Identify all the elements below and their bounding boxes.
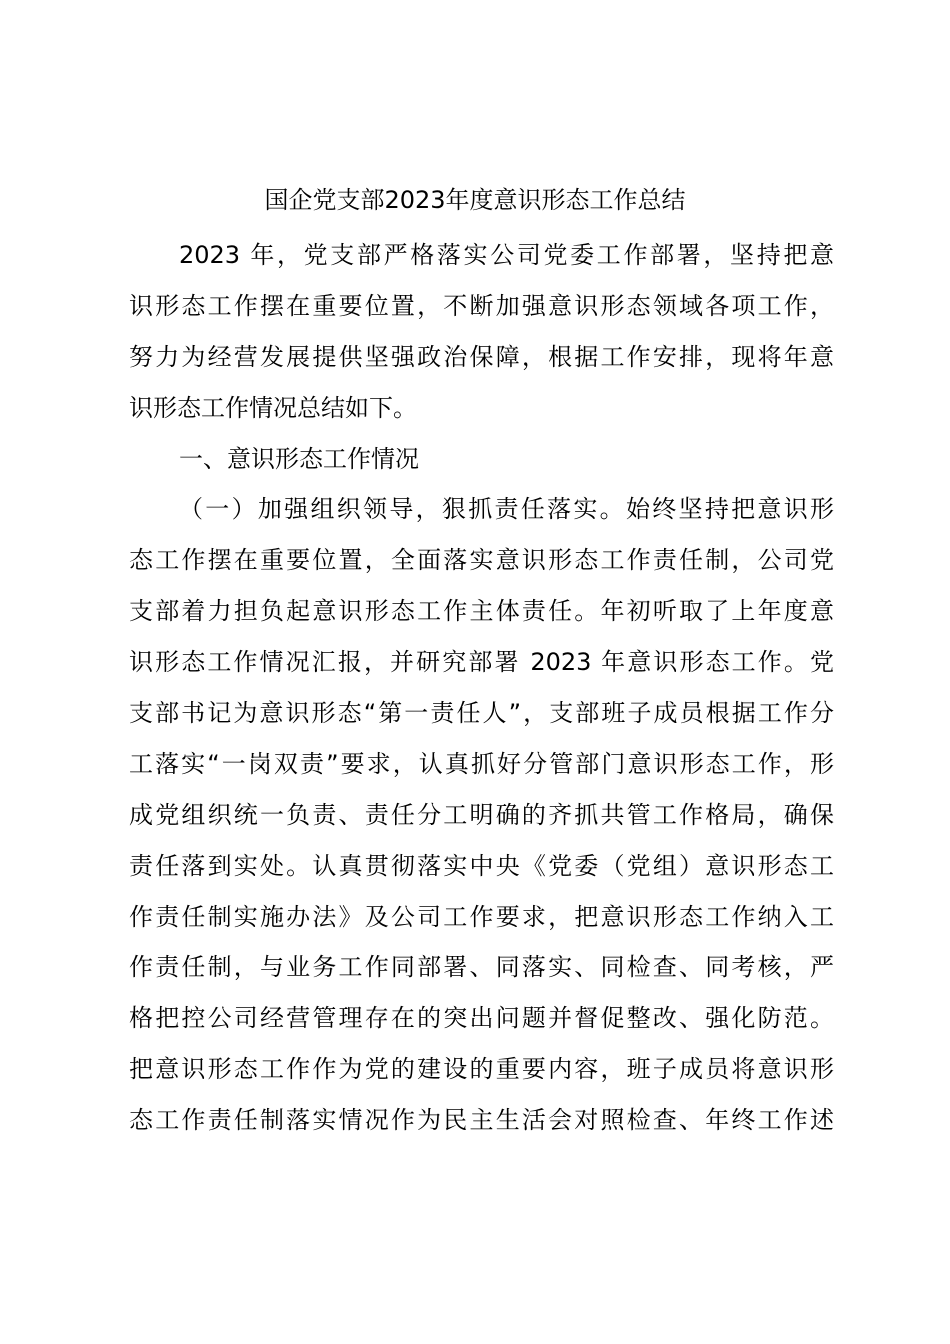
paragraph-line: 作责任制实施办法》及公司工作要求，把意识形态工作纳入工: [129, 902, 834, 931]
paragraph-line: 态工作摆在重要位置，全面落实意识形态工作责任制，公司党: [129, 546, 834, 575]
document-body: [129, 230, 834, 1146]
paragraph-line: 一、意识形态工作情况: [179, 444, 419, 473]
paragraph-line: 工落实“一岗双责”要求，认真抓好分管部门意识形态工作，形: [129, 749, 834, 778]
paragraph-line: 识形态工作情况总结如下。: [129, 393, 417, 422]
paragraph-line: 态工作责任制落实情况作为民主生活会对照检查、年终工作述: [129, 1106, 834, 1135]
document-title: 国企党支部2023年度意识形态工作总结: [264, 186, 686, 214]
paragraph-line: 2023 年，党支部严格落实公司党委工作部署，坚持把意: [179, 241, 834, 269]
paragraph-line: 成党组织统一负责、责任分工明确的齐抓共管工作格局，确保: [129, 800, 834, 829]
paragraph-line: 识形态工作情况汇报，并研究部署 2023 年意识形态工作。党: [129, 648, 834, 677]
paragraph-line: 支部书记为意识形态“第一责任人”，支部班子成员根据工作分: [129, 699, 834, 728]
paragraph-line: 作责任制，与业务工作同部署、同落实、同检查、同考核，严: [129, 953, 834, 982]
paragraph-line: 格把控公司经营管理存在的突出问题并督促整改、强化防范。: [129, 1004, 834, 1033]
paragraph-line: （一）加强组织领导，狠抓责任落实。始终坚持把意识形: [179, 495, 834, 524]
paragraph-line: 支部着力担负起意识形态工作主体责任。年初听取了上年度意: [129, 597, 834, 626]
paragraph-line: 责任落到实处。认真贯彻落实中央《党委（党组）意识形态工: [129, 851, 834, 880]
paragraph-line: 识形态工作摆在重要位置，不断加强意识形态领域各项工作，: [129, 291, 834, 320]
paragraph-line: 努力为经营发展提供坚强政治保障，根据工作安排，现将年意: [129, 342, 834, 371]
paragraph-line: 把意识形态工作作为党的建设的重要内容，班子成员将意识形: [129, 1055, 834, 1084]
